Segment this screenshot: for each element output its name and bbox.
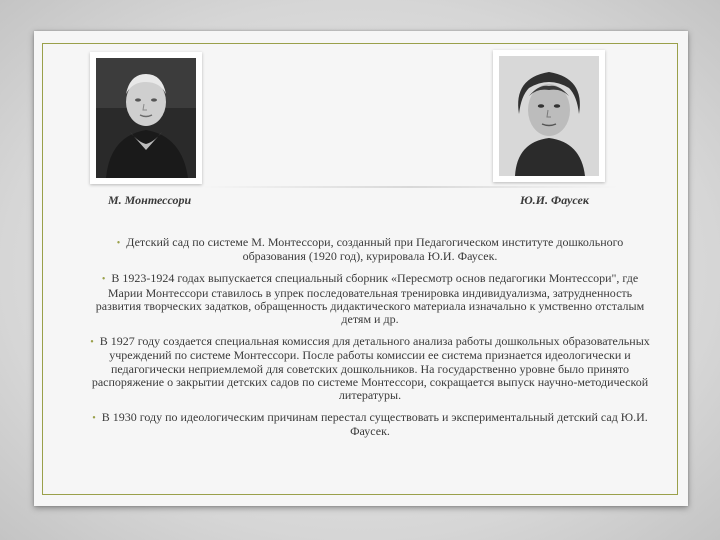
portrait-montessori-image bbox=[96, 58, 196, 178]
bullet-text: В 1927 году создается специальная комиссия для детального анализа работы дошкольных образовательных учреждений по системе Монтессори. После работы комиссии ее система признается идеологически и педагогически неприемлемой для советских дошкольников. На государственно уровне было принято распоряжение о закрытии детских садов по системе Монтессори, сокращается выпуск научно-методической литературы. bbox=[91, 334, 650, 403]
portrait-montessori bbox=[90, 52, 202, 184]
list-item bbox=[80, 236, 660, 263]
bullet-marker: • bbox=[116, 238, 121, 249]
portrait-fausek bbox=[493, 50, 605, 182]
list-item bbox=[80, 411, 660, 438]
bullet-text: В 1923-1924 годах выпускается специальный сборник «Пересмотр основ педагогики Монтессори", где Марии Монтессори ставилось в упрек последовательная тренировка индивидуализма, затрудненность развития творческих задатков, обращенность дидактического материала изначально к умственно отсталым детям и др. bbox=[95, 271, 645, 327]
bullet-list bbox=[80, 236, 660, 448]
bullet-marker: • bbox=[90, 337, 94, 349]
list-item bbox=[80, 335, 660, 402]
portrait-fausek-image bbox=[499, 56, 599, 176]
caption-fausek: Ю.И. Фаусек bbox=[520, 193, 589, 207]
caption-montessori: М. Монтессори bbox=[108, 193, 192, 207]
bullet-marker: • bbox=[101, 274, 106, 286]
bullet-marker: • bbox=[92, 413, 96, 425]
list-item bbox=[80, 272, 660, 326]
bullet-text: Детский сад по системе М. Монтессори, созданный при Педагогическом институте дошкольного образования (1920 год), курировала Ю.И. Фаусек. bbox=[126, 235, 624, 264]
photo-divider bbox=[200, 186, 620, 188]
bullet-text: В 1930 году по идеологическим причинам перестал существовать и экспериментальный детский сад Ю.И. Фаусек. bbox=[101, 410, 648, 439]
